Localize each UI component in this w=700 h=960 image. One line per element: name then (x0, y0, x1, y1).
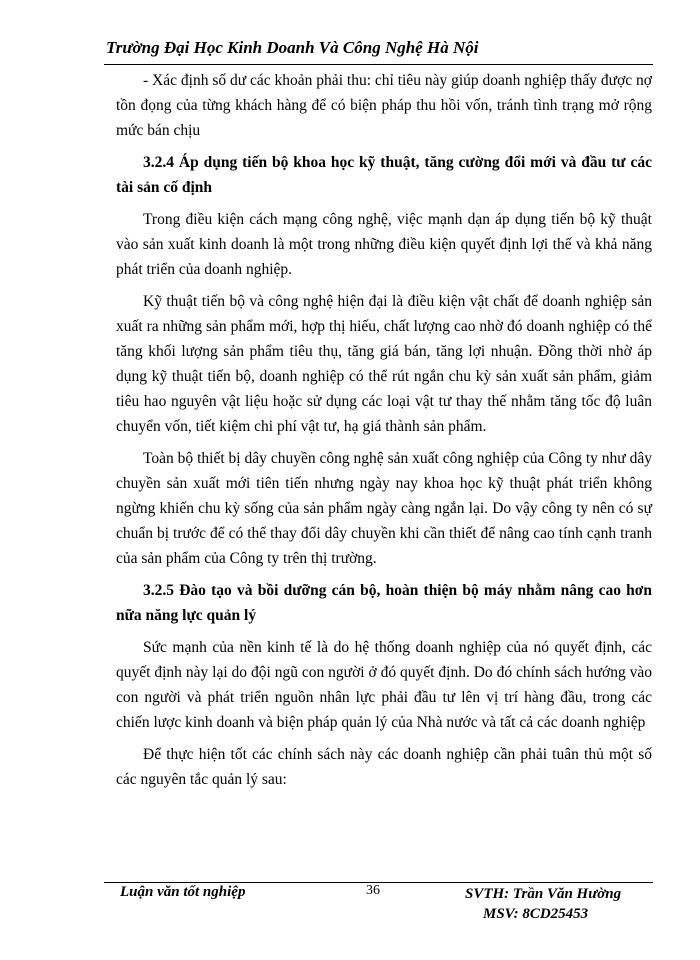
page-number: 36 (366, 883, 380, 898)
header-divider (104, 64, 653, 65)
paragraph-management-principles: Để thực hiện tốt các chính sách này các doanh nghiệp cần phải tuân thủ một số các nguyên tắc quản lý sau: (116, 746, 652, 788)
section-heading-3-2-4: 3.2.4 Áp dụng tiến bộ khoa học kỹ thuật, tăng cường đổi mới và đầu tư các tài sản cố định (116, 154, 652, 196)
header-title: Trường Đại Học Kinh Doanh Và Công Nghệ Hà Nội (106, 38, 479, 57)
footer-student-id: MSV: 8CD25453 (483, 906, 589, 922)
paragraph-receivables: - Xác định số dư các khoản phải thu: chỉ tiêu này giúp doanh nghiệp thấy được nợ tồn đọng của từng khách hàng để có biện pháp thu hồi vốn, tránh tình trạng mở rộng mức bán chịu (116, 72, 652, 139)
paragraph-tech-conditions: Trong điều kiện cách mạng công nghệ, việc mạnh dạn áp dụng tiến bộ kỹ thuật vào sản xuất kinh doanh là một trong những điều kiện quyết định lợi thế và khả năng phát triển của doanh nghiệp. (116, 211, 652, 278)
footer-student-info (465, 884, 621, 924)
footer-thesis-label: Luận văn tốt nghiệp (120, 884, 246, 900)
paragraph-equipment: Toàn bộ thiết bị dây chuyền công nghệ sản xuất công nghiệp của Công ty như dây chuyền sản xuất mới tiên tiến nhưng ngày nay khoa học kỹ thuật phát triển không ngừng khiến chu kỳ sống của sản phẩm ngày càng ngắn lại. Do vậy công ty nên có sự chuẩn bị trước để có thể thay đổi dây chuyền khi cần thiết để nâng cao tính cạnh tranh của sản phẩm của Công ty trên thị trường. (116, 450, 652, 567)
document-body (116, 68, 652, 799)
section-heading-3-2-5: 3.2.5 Đào tạo và bồi dưỡng cán bộ, hoàn thiện bộ máy nhằm nâng cao hơn nữa năng lực quản lý (116, 582, 652, 624)
paragraph-tech-advances: Kỹ thuật tiến bộ và công nghệ hiện đại là điều kiện vật chất để doanh nghiệp sản xuất ra những sản phẩm mới, hợp thị hiếu, chất lượng cao nhờ đó doanh nghiệp có thể tăng khối lượng sản phẩm tiêu thụ, tăng giá bán, tăng lợi nhuận. Đồng thời nhờ áp dụng kỹ thuật tiến bộ, doanh nghiệp có thể rút ngắn chu kỳ sản xuất sản phẩm, giảm tiêu hao nguyên vật liệu hoặc sử dụng các loại vật tư thay thế nhằm tăng tốc độ luân chuyển vốn, tiết kiệm chi phí vật tư, hạ giá thành sản phẩm. (116, 293, 652, 435)
footer-author: SVTH: Trần Văn Hường (465, 886, 622, 902)
paragraph-economic-strength: Sức mạnh của nền kinh tế là do hệ thống doanh nghiệp của nó quyết định, các quyết định này lại do đội ngũ con người ở đó quyết định. Do đó chính sách hướng vào con người và phát triển nguồn nhân lực phải đầu tư lên vị trí hàng đầu, trong các chiến lược kinh doanh và biện pháp quản lý của Nhà nước và tất cả các doanh nghiệp (116, 639, 652, 731)
